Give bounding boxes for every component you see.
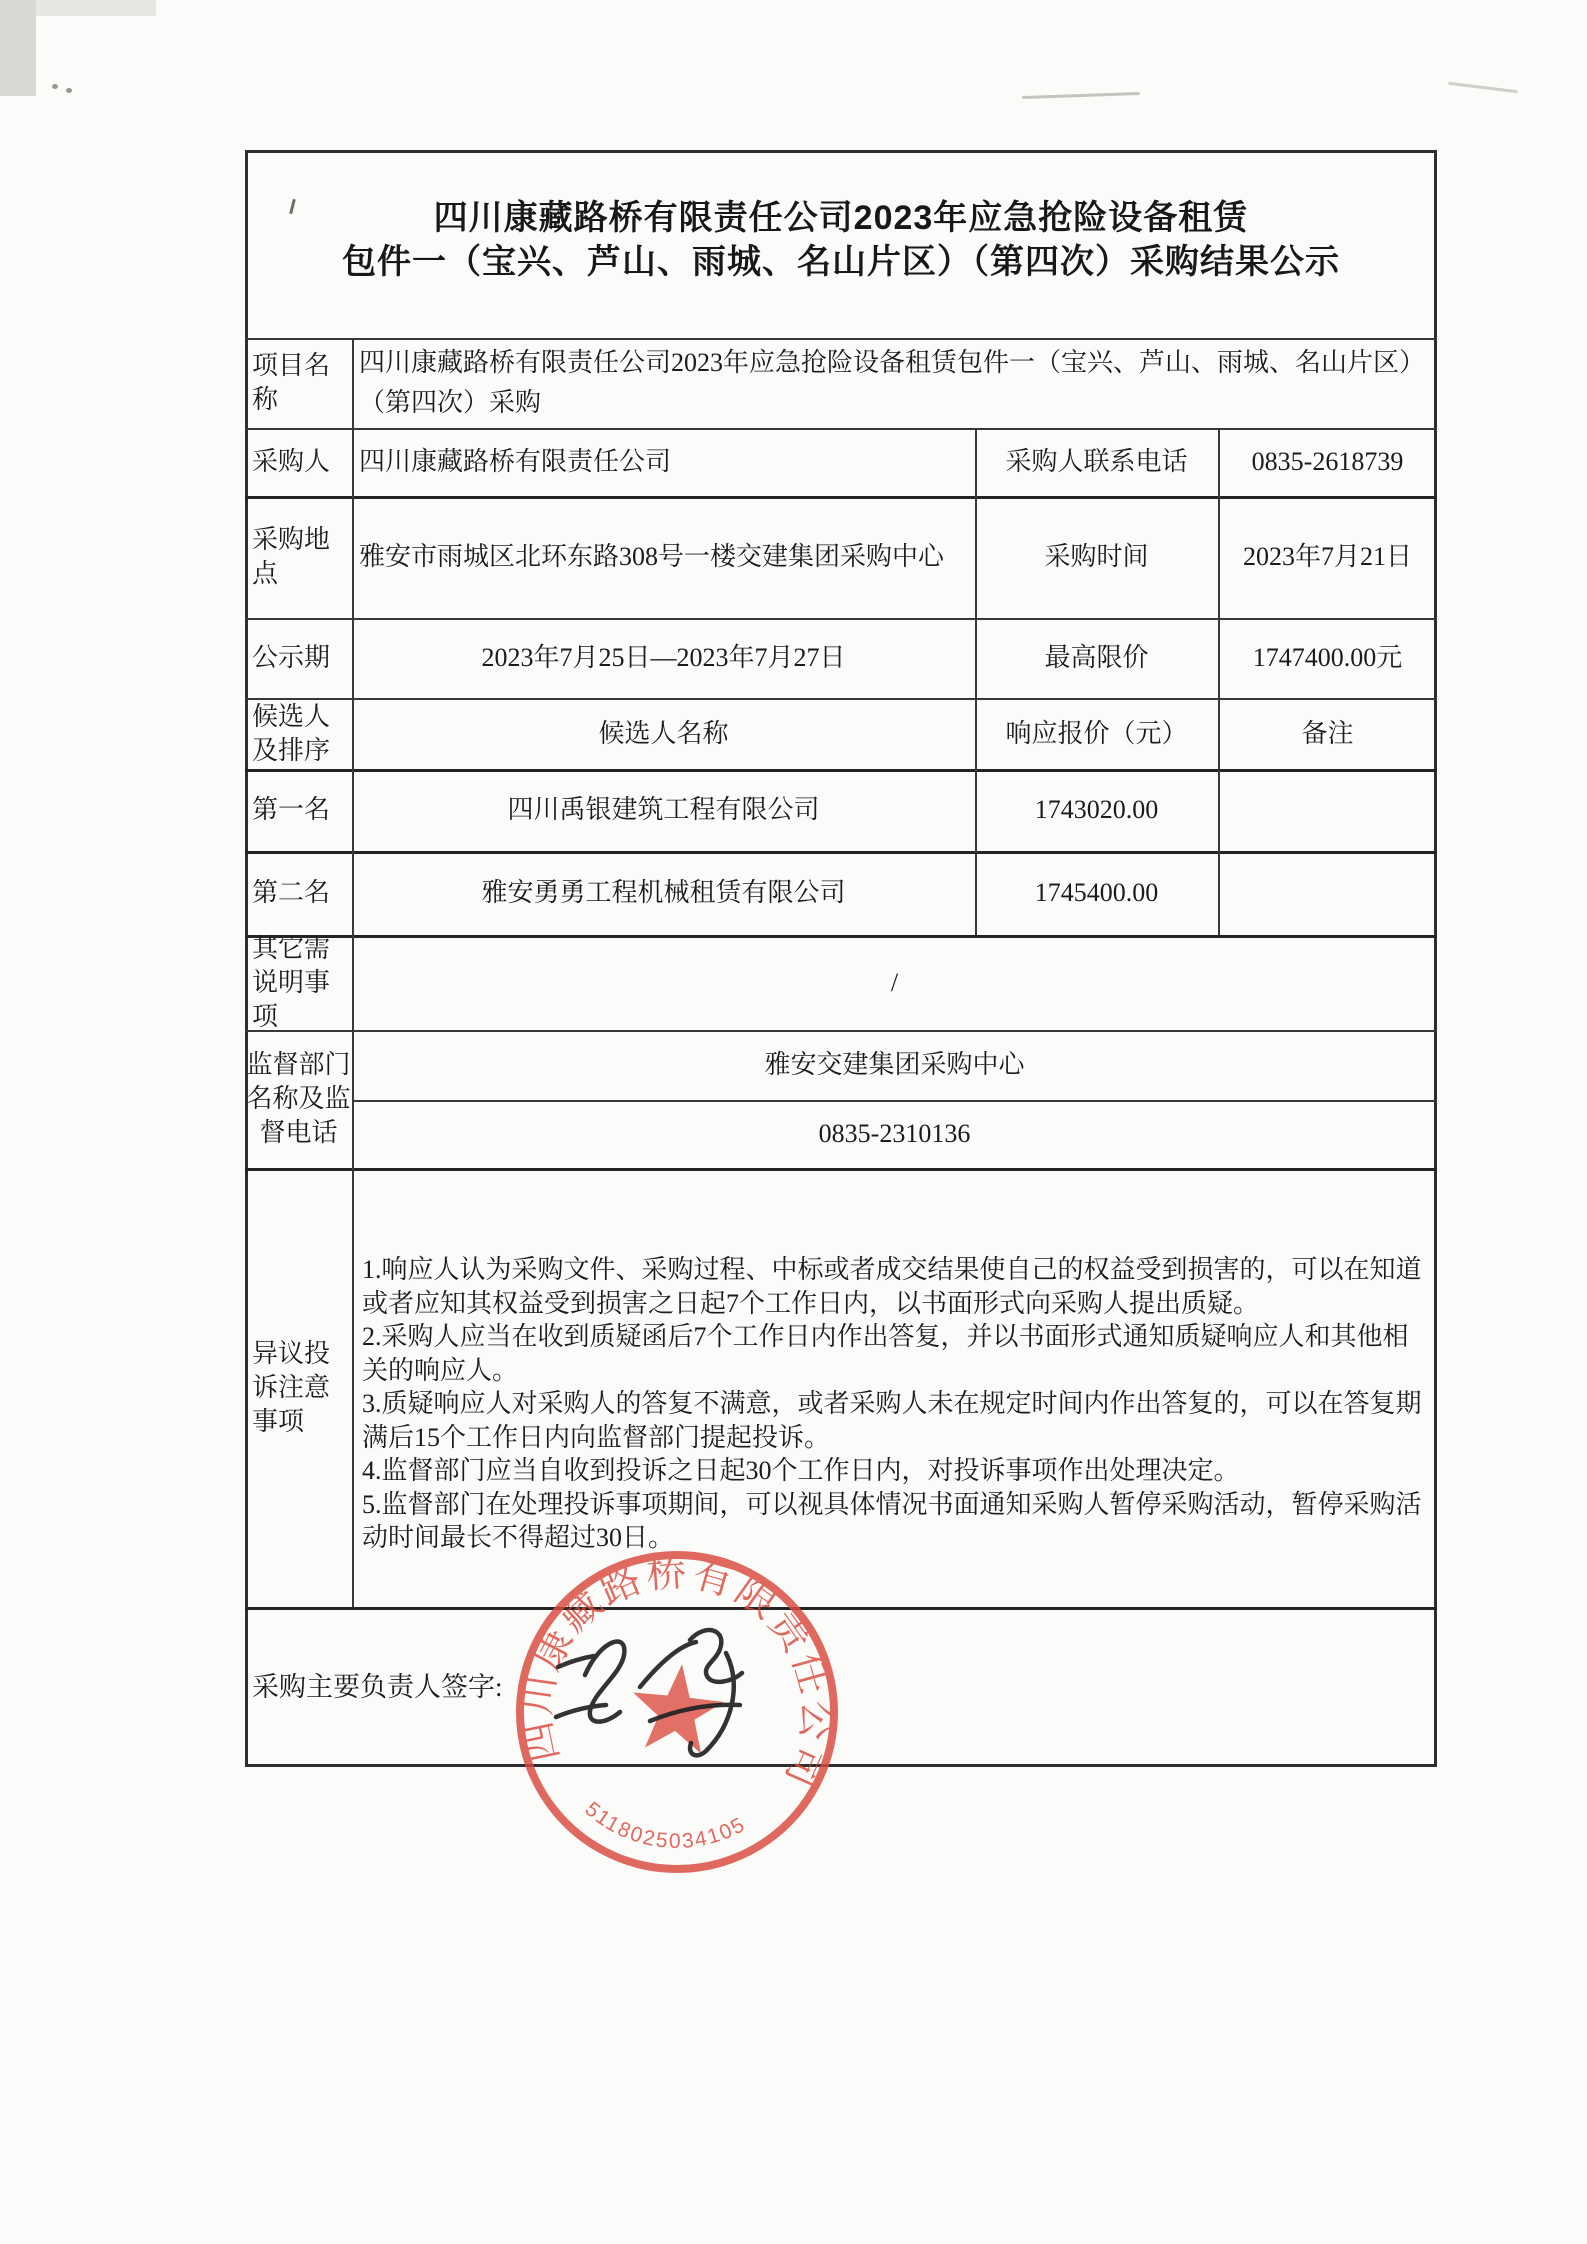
candidate-row	[245, 851, 352, 935]
objection-item: 2.采购人应当在收到质疑函后7个工作日内作出答复，并以书面形式通知质疑响应人和其他相关的响应人。	[362, 1322, 1409, 1385]
objection-item: 1.响应人认为采购文件、采购过程、中标或者成交结果使自己的权益受到损害的，可以在知道或者应知其权益受到损害之日起7个工作日内，以书面形式向采购人提出质疑。	[362, 1255, 1422, 1318]
candidate-rank: 第二名	[252, 878, 331, 907]
candidate-bid: 1745400.00	[1034, 878, 1159, 907]
candidate-name: 四川禹银建筑工程有限公司	[507, 795, 820, 824]
purchaser-label	[245, 428, 352, 496]
candidate-row	[1218, 851, 1437, 935]
supervision-label	[245, 1030, 352, 1168]
max-price-label	[975, 618, 1218, 698]
candidates-header-name-text: 候选人名称	[598, 718, 729, 748]
supervision-dept-text: 雅安交建集团采购中心	[764, 1050, 1025, 1079]
candidate-row	[352, 851, 975, 935]
project-name-value	[352, 338, 1437, 428]
location-value-text: 雅安市雨城区北环东路308号一楼交建集团采购中心	[359, 542, 945, 571]
candidates-header-name	[352, 698, 975, 769]
location-value	[352, 496, 975, 618]
scan-artifact-corner-strip	[36, 0, 156, 16]
candidate-row	[352, 769, 975, 851]
other-notes-value-text: /	[890, 967, 899, 997]
stamp-red-parts	[500, 1534, 855, 1885]
scan-artifact-dot	[52, 84, 58, 89]
official-stamp	[490, 1525, 870, 1905]
supervision-label-text: 监督部门名称及监督电话	[246, 1050, 351, 1147]
candidates-header-label	[245, 698, 352, 769]
other-notes-label	[245, 935, 352, 1030]
candidate-bid: 1743020.00	[1034, 795, 1159, 824]
scan-artifact-smudge	[1022, 92, 1140, 99]
purchase-time-value	[1218, 496, 1437, 618]
max-price-value-text: 1747400.00元	[1252, 643, 1403, 672]
signature-label-text: 采购主要负责人签字:	[252, 1672, 503, 1702]
purchase-time-label-text: 采购时间	[1044, 542, 1149, 571]
purchase-time-value-text: 2023年7月21日	[1242, 542, 1412, 571]
candidate-row	[975, 851, 1218, 935]
candidates-header-bid	[975, 698, 1218, 769]
objection-label	[245, 1168, 352, 1607]
publicity-period-value	[352, 618, 975, 698]
publicity-period-label	[245, 618, 352, 698]
candidates-header-remark-text: 备注	[1301, 718, 1354, 748]
project-name-label-text: 项目名称	[252, 351, 331, 414]
project-name-label	[245, 338, 352, 428]
candidate-rank: 第一名	[252, 795, 331, 824]
candidates-header-remark	[1218, 698, 1437, 769]
title-line-1: 四川康藏路桥有限责任公司2023年应急抢险设备租赁	[433, 199, 1249, 237]
candidates-header-label-text: 候选人及排序	[252, 701, 331, 765]
max-price-label-text: 最高限价	[1044, 643, 1149, 672]
purchaser-phone-label-text: 采购人联系电话	[1005, 447, 1188, 476]
location-label-text: 采购地点	[252, 525, 331, 588]
candidates-header-bid-text: 响应报价（元）	[1005, 718, 1188, 748]
objection-item: 3.质疑响应人对采购人的答复不满意，或者采购人未在规定时间内作出答复的，可以在答复期满后15个工作日内向监督部门提起投诉。	[362, 1389, 1422, 1452]
title-line-2: 包件一（宝兴、芦山、雨城、名山片区）（第四次）采购结果公示	[342, 243, 1340, 281]
objection-label-text: 异议投诉注意事项	[252, 1338, 331, 1436]
project-name-value-text: 四川康藏路桥有限责任公司2023年应急抢险设备租赁包件一（宝兴、芦山、雨城、名山片区）（第四次）采购	[359, 348, 1426, 417]
supervision-phone-text: 0835-2310136	[818, 1119, 971, 1148]
publicity-period-label-text: 公示期	[252, 643, 331, 672]
location-label	[245, 496, 352, 618]
objection-item: 5.监督部门在处理投诉事项期间，可以视具体情况书面通知采购人暂停采购活动，暂停采购活动时间最长不得超过30日。	[362, 1489, 1422, 1552]
supervision-phone	[352, 1100, 1437, 1168]
other-notes-label-text: 其它需说明事项	[252, 933, 331, 1031]
purchaser-phone-value	[1218, 428, 1437, 496]
max-price-value	[1218, 618, 1437, 698]
document-title	[245, 196, 1437, 284]
candidate-row	[975, 769, 1218, 851]
purchaser-label-text: 采购人	[252, 447, 331, 476]
candidate-row	[1218, 769, 1437, 851]
purchaser-value-text: 四川康藏路桥有限责任公司	[359, 447, 672, 476]
purchaser-phone-label	[975, 428, 1218, 496]
stamp-serial-arc-text: 5118025034105	[580, 1797, 750, 1854]
scan-artifact-smudge	[1448, 82, 1518, 94]
publicity-period-value-text: 2023年7月25日—2023年7月27日	[481, 643, 846, 672]
objection-item: 4.监督部门应当自收到投诉之日起30个工作日内，对投诉事项作出处理决定。	[362, 1456, 1240, 1485]
stamp-company-arc-text: 四川康藏路桥有限责任公司	[514, 1549, 840, 1797]
scan-artifact-corner	[0, 0, 36, 96]
candidate-name: 雅安勇勇工程机械租赁有限公司	[481, 878, 846, 907]
signature-scribble	[556, 1630, 742, 1755]
supervision-dept	[352, 1030, 1437, 1100]
candidate-row	[245, 769, 352, 851]
scan-artifact-dot	[66, 88, 72, 93]
other-notes-value	[352, 935, 1437, 1030]
purchaser-value	[352, 428, 975, 496]
purchaser-phone-value-text: 0835-2618739	[1251, 447, 1404, 476]
purchase-time-label	[975, 496, 1218, 618]
